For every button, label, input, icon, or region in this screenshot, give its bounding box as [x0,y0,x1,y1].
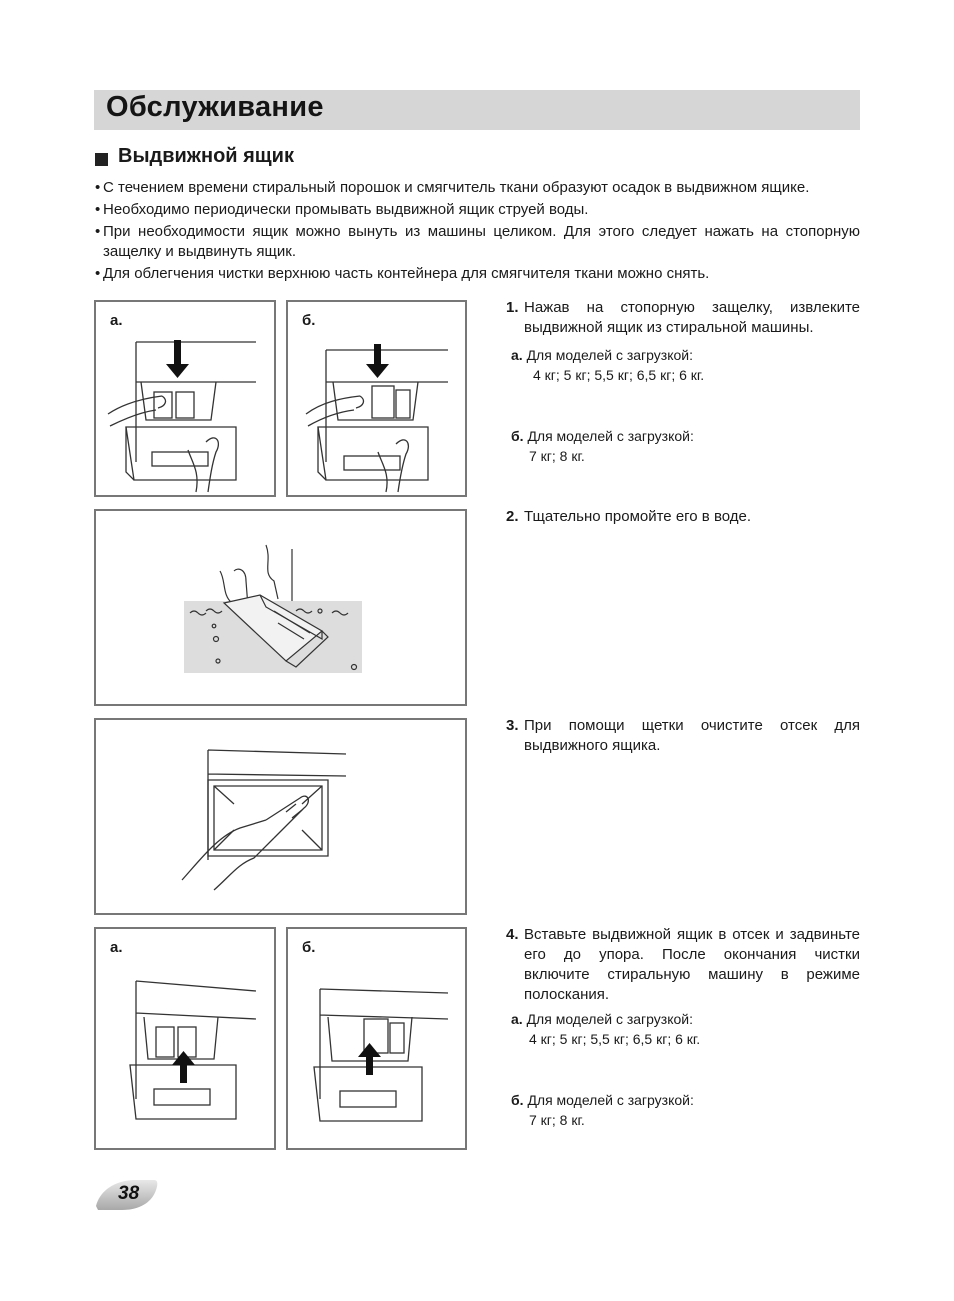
sub-text: Для моделей с загрузкой: [526,1011,693,1027]
figure-2 [94,509,467,706]
cleaning-recess-illustration [96,720,469,917]
washing-drawer-illustration [96,511,469,708]
figure-4b [286,927,467,1150]
figure-3 [94,718,467,915]
sub-detail: 7 кг; 8 кг. [529,448,585,464]
step-text: Нажав на стопорную защелку, извлеките выдвижной ящик из стиральной машины. [524,299,860,336]
step-number: 2. [506,508,519,525]
drawer-removal-illustration [288,302,469,499]
step-number: 1. [506,299,519,316]
sub-text: Для моделей с загрузкой: [527,1092,694,1108]
step-number: 4. [506,926,519,943]
page-number-badge [96,1176,158,1212]
square-bullet-icon [95,153,108,166]
sub-label: а. [511,1011,523,1027]
drawer-insert-illustration [288,929,469,1152]
page-title: Обслуживание [106,91,324,123]
figure-4a [94,927,276,1150]
step-text: Вставьте выдвижной ящик в отсек и задвиньте его до упора. После окончания чистки включите стиральную машину в режиме полоскания. [524,926,860,1003]
section-title: Выдвижной ящик [118,145,294,167]
figure-1a [94,300,276,497]
bullet-item: • При необходимости ящик можно вынуть из машины целиком. Для этого следует нажать на стопорную защелку и выдвинуть ящик. [95,222,860,262]
page-number: 38 [118,1183,140,1204]
bullet-item: • Необходимо периодически промывать выдвижной ящик струей воды. [95,200,860,220]
step-text: Тщательно промойте его в воде. [524,508,752,525]
step-text: При помощи щетки очистите отсек для выдвижного ящика. [524,717,860,754]
figure-1b [286,300,467,497]
step-2 [506,507,860,527]
figure-label: б. [302,939,316,956]
step-1-sub-b [511,426,851,466]
sub-detail: 4 кг; 5 кг; 5,5 кг; 6,5 кг; 6 кг. [529,1031,701,1047]
sub-detail: 4 кг; 5 кг; 5,5 кг; 6,5 кг; 6 кг. [533,367,705,383]
sub-label: б. [511,428,524,444]
title-bar [94,90,860,130]
intro-bullets [95,178,860,286]
step-4 [506,925,860,1005]
step-1-sub-a [511,345,851,385]
drawer-removal-illustration [96,302,278,499]
step-1 [506,298,860,338]
figure-label: б. [302,312,316,329]
bullet-item: • Для облегчения чистки верхнюю часть контейнера для смягчителя ткани можно снять. [95,264,860,284]
sub-detail: 7 кг; 8 кг. [529,1112,585,1128]
step-4-sub-b [511,1090,851,1130]
step-4-sub-a [511,1009,851,1049]
step-number: 3. [506,717,519,734]
sub-text: Для моделей с загрузкой: [527,428,694,444]
bullet-item: • С течением времени стиральный порошок и смягчитель ткани образуют осадок в выдвижном ящике. [95,178,860,198]
figure-label: а. [110,939,123,956]
sub-label: а. [511,347,523,363]
sub-text: Для моделей с загрузкой: [526,347,693,363]
step-3 [506,716,860,756]
figure-label: а. [110,312,123,329]
sub-label: б. [511,1092,524,1108]
drawer-insert-illustration [96,929,278,1152]
